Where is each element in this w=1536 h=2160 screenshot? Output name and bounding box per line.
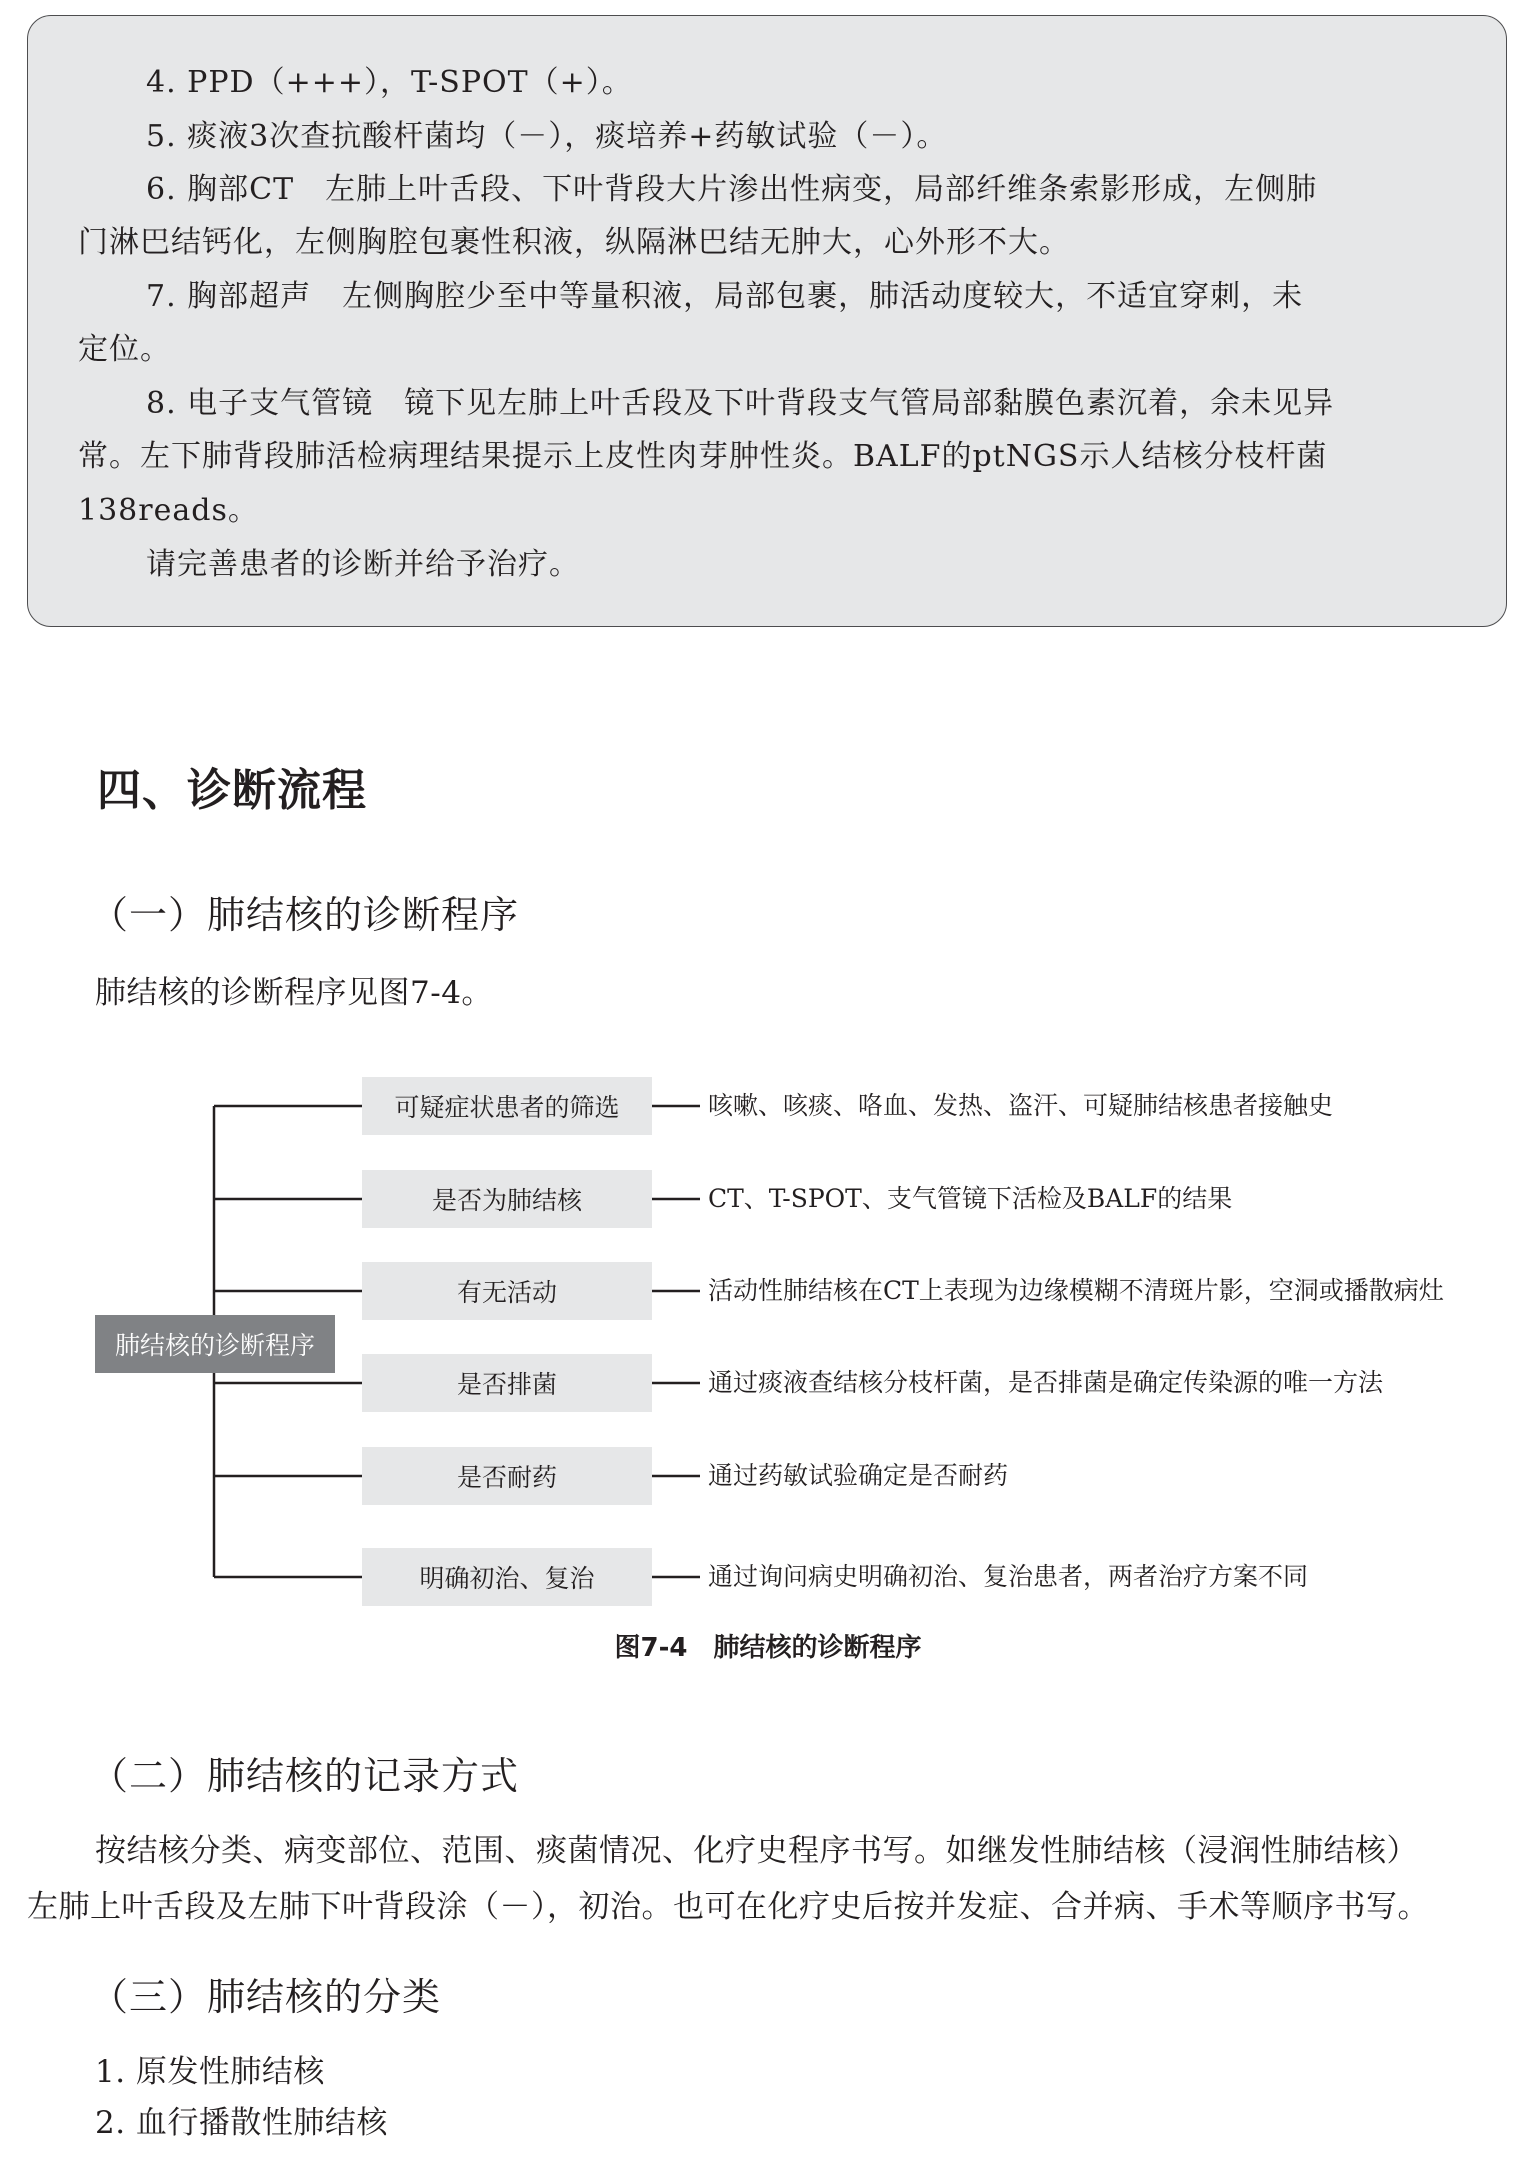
section-title: 四、诊断流程 (97, 765, 367, 816)
subsection-title-record-method: （二）肺结核的记录方式 (90, 1754, 520, 1798)
flow-step-initial-or-retreatment: 明确初治、复治 (362, 1548, 652, 1606)
flow-desc-screening: 咳嗽、咳痰、咯血、发热、盗汗、可疑肺结核患者接触史 (708, 1091, 1334, 1120)
flow-step-bacteria-excretion: 是否排菌 (362, 1354, 652, 1412)
case-line-sputum: 5. 痰液3次查抗酸杆菌均（－），痰培养+药敏试验（－）。 (146, 119, 948, 154)
subsection-title-classification: （三）肺结核的分类 (90, 1975, 442, 2019)
case-line-bronchoscopy-cont: 常。左下肺背段肺活检病理结果提示上皮性肉芽肿性炎。BALF的ptNGS示人结核分枝杆菌 (78, 439, 1328, 474)
flow-desc-initial-or-retreatment: 通过询问病史明确初治、复治患者，两者治疗方案不同 (708, 1562, 1309, 1591)
classification-item-1: 1. 原发性肺结核 (95, 2054, 325, 2090)
case-line-ppd: 4. PPD（+++），T-SPOT（+）。 (146, 65, 633, 100)
case-line-bronchoscopy-reads: 138reads。 (78, 493, 259, 528)
flow-step-screening: 可疑症状患者的筛选 (362, 1077, 652, 1135)
flow-step-drug-resistance: 是否耐药 (362, 1447, 652, 1505)
classification-item-2: 2. 血行播散性肺结核 (95, 2105, 388, 2141)
case-line-ct-cont: 门淋巴结钙化，左侧胸腔包裹性积液，纵隔淋巴结无肿大，心外形不大。 (78, 225, 1070, 260)
case-line-bronchoscopy: 8. 电子支气管镜 镜下见左肺上叶舌段及下叶背段支气管局部黏膜色素沉着，余未见异 (146, 386, 1335, 421)
case-line-ct: 6. 胸部CT 左肺上叶舌段、下叶背段大片渗出性病变，局部纤维条索影形成，左侧肺 (146, 172, 1318, 207)
case-line-question: 请完善患者的诊断并给予治疗。 (146, 547, 580, 582)
flow-desc-is-tb: CT、T-SPOT、支气管镜下活检及BALF的结果 (708, 1184, 1233, 1213)
flowchart-root-node: 肺结核的诊断程序 (95, 1315, 335, 1373)
case-line-ultrasound-cont: 定位。 (78, 332, 171, 367)
flow-desc-bacteria-excretion: 通过痰液查结核分枝杆菌，是否排菌是确定传染源的唯一方法 (708, 1368, 1384, 1397)
flow-desc-activity: 活动性肺结核在CT上表现为边缘模糊不清斑片影，空洞或播散病灶 (708, 1276, 1444, 1305)
record-method-line-1: 按结核分类、病变部位、范围、痰菌情况、化疗史程序书写。如继发性肺结核（浸润性肺结核） (95, 1833, 1418, 1869)
subsection-title-diagnosis-procedure: （一）肺结核的诊断程序 (90, 893, 520, 937)
record-method-line-2: 左肺上叶舌段及左肺下叶背段涂（－），初治。也可在化疗史后按并发症、合并病、手术等顺序书写。 (27, 1889, 1429, 1925)
case-line-ultrasound: 7. 胸部超声 左侧胸腔少至中等量积液，局部包裹，肺活动度较大，不适宜穿刺，未 (146, 279, 1304, 314)
figure-caption: 图7-4 肺结核的诊断程序 (614, 1633, 922, 1663)
flow-step-is-tb: 是否为肺结核 (362, 1170, 652, 1228)
flow-desc-drug-resistance: 通过药敏试验确定是否耐药 (708, 1461, 1009, 1490)
flow-step-activity: 有无活动 (362, 1262, 652, 1320)
diagnosis-procedure-text: 肺结核的诊断程序见图7-4。 (95, 975, 493, 1011)
